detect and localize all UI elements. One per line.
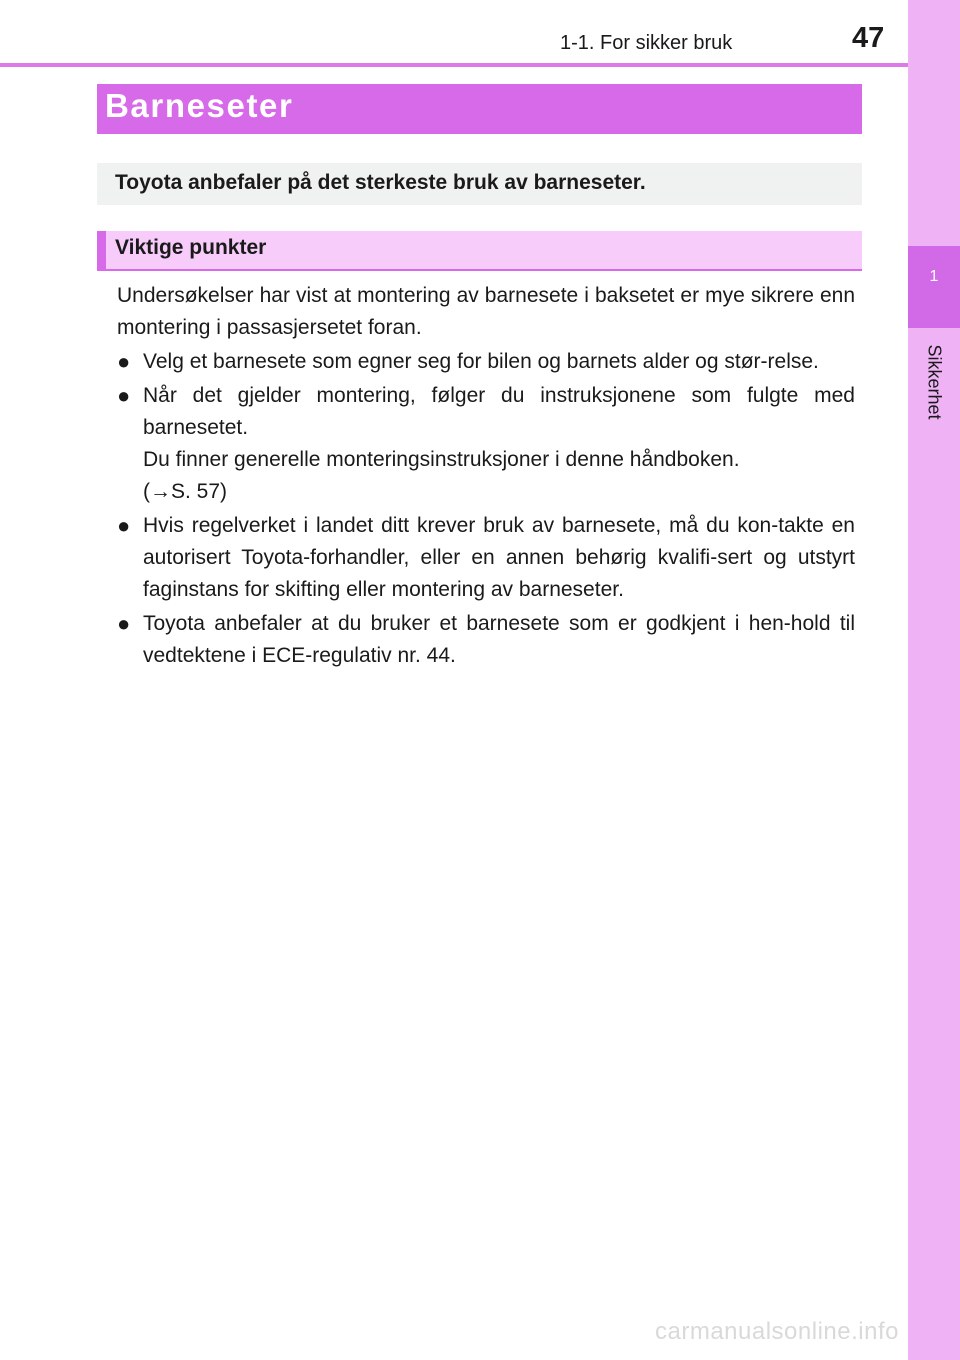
chapter-number-box xyxy=(908,246,960,328)
list-item-text: Hvis regelverket i landet ditt krever bruk av barnesete, må du kon-takte en autorisert Toyota-forhandler, eller en annen behørig kvalifi-sert og utstyrt faginstans for skifting eller montering av barneseter. xyxy=(143,514,855,601)
key-points-content xyxy=(117,280,855,673)
page-title-bar xyxy=(97,84,862,134)
chapter-side-tab[interactable] xyxy=(908,0,960,1360)
key-points-heading: Viktige punkter xyxy=(115,236,267,259)
page-number: 47 xyxy=(852,22,885,54)
watermark: carmanualsonline.info xyxy=(655,1318,899,1345)
key-points-heading-box xyxy=(97,231,862,271)
list-item xyxy=(117,346,855,378)
list-item-text: Når det gjelder montering, følger du instruksjonene som fulgte med barnesetet. xyxy=(143,384,855,439)
header-divider xyxy=(0,63,908,67)
key-points-accent xyxy=(97,231,106,271)
chapter-label: Sikkerhet xyxy=(924,344,945,420)
intro-text: Toyota anbefaler på det sterkeste bruk av barneseter. xyxy=(115,171,646,194)
chapter-number: 1 xyxy=(929,268,939,285)
list-item xyxy=(117,380,855,508)
bullet-icon: ● xyxy=(117,611,131,636)
bullet-icon: ● xyxy=(117,513,131,538)
list-item-subtext: Du finner generelle monteringsinstruksjoner i denne håndboken. xyxy=(143,448,740,471)
intro-box xyxy=(97,163,862,205)
list-item xyxy=(117,510,855,606)
key-points-paragraph: Undersøkelser har vist at montering av barnesete i baksetet er mye sikrere enn montering i passasjersetet foran. xyxy=(117,284,855,339)
page-reference-link[interactable]: (→S. 57) xyxy=(143,480,228,503)
list-item-text: Toyota anbefaler at du bruker et barnesete som er godkjent i hen-hold til vedtektene i ECE-regulativ nr. 44. xyxy=(143,612,855,667)
bullet-icon: ● xyxy=(117,349,131,374)
section-title: 1-1. For sikker bruk xyxy=(560,32,733,54)
page-title: Barneseter xyxy=(105,87,294,124)
bullet-icon: ● xyxy=(117,383,131,408)
list-item xyxy=(117,608,855,672)
list-item-text: Velg et barnesete som egner seg for bilen og barnets alder og stør-relse. xyxy=(143,350,819,373)
